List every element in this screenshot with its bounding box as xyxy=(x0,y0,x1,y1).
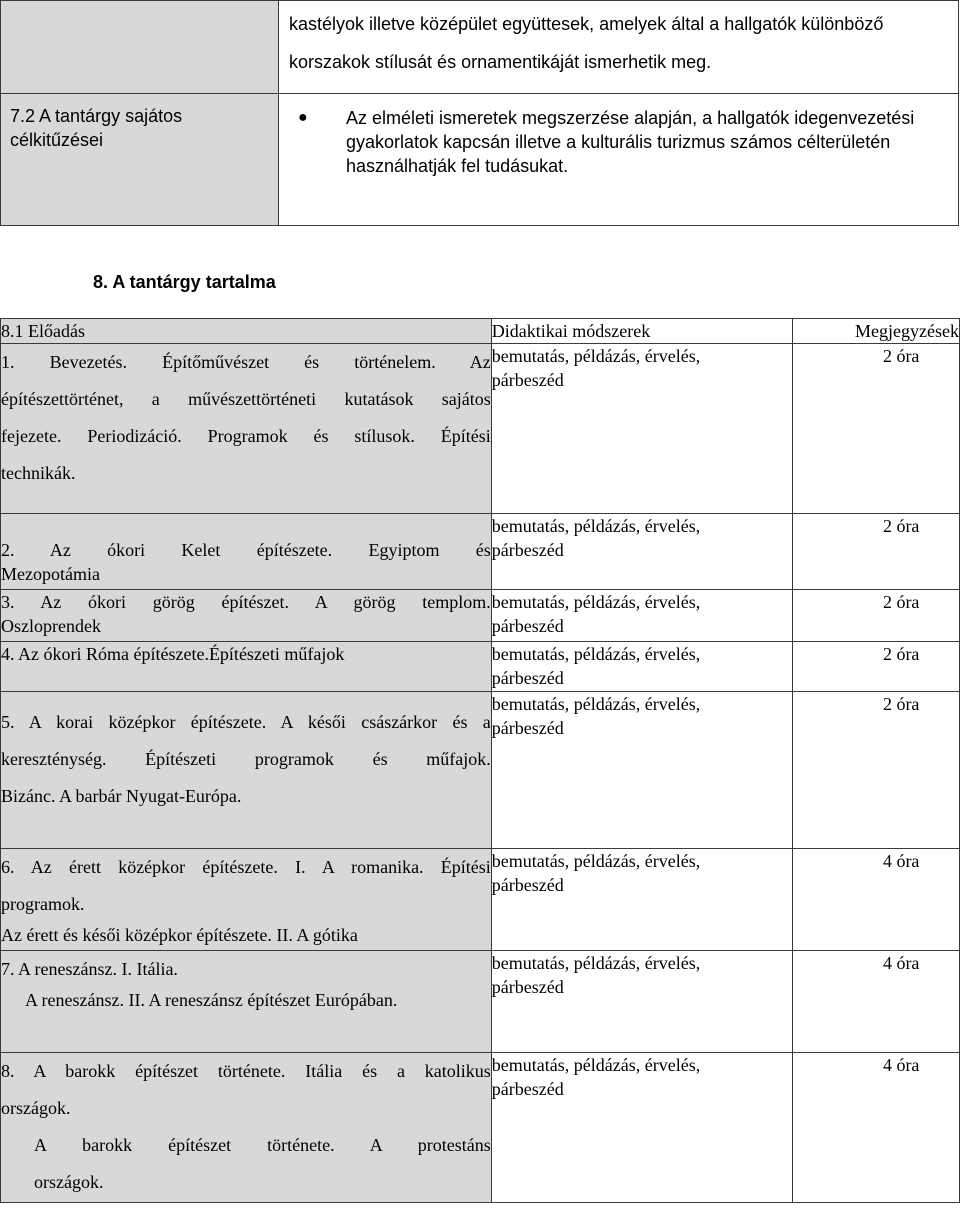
topic-line: programok. xyxy=(1,894,85,914)
method-line: bemutatás, példázás, érvelés, xyxy=(491,346,701,366)
note-cell xyxy=(793,590,960,642)
topic-line: 4. Az ókori Róma építészete.Építészeti műfajok xyxy=(1,644,345,664)
hours-value: 2 óra xyxy=(882,592,920,612)
note-cell xyxy=(793,692,960,849)
table-row xyxy=(1,642,960,692)
hours-value: 4 óra xyxy=(882,851,920,871)
method-line: bemutatás, példázás, érvelés, xyxy=(491,1055,701,1075)
topic-line: kereszténység. Építészeti programok és műfajok. xyxy=(1,749,491,769)
topic-line: 2. Az ókori Kelet építészete. Egyiptom és xyxy=(1,540,491,560)
note-cell xyxy=(793,344,960,514)
topic-line: 5. A korai középkor építészete. A késői császárkor és a xyxy=(1,712,491,732)
header-notes: Megjegyzések xyxy=(793,319,960,344)
header-lecture: 8.1 Előadás xyxy=(1,319,492,344)
topic-line: Oszloprendek xyxy=(1,616,101,636)
topic-line: építészettörténet, a művészettörténeti kutatások sajátos xyxy=(1,389,491,409)
topic-line: országok. xyxy=(34,1172,104,1192)
topic-line: fejezete. Periodizáció. Programok és stílusok. Építési xyxy=(1,426,491,446)
method-cell xyxy=(491,642,793,692)
note-cell xyxy=(793,1053,960,1203)
method-cell xyxy=(491,590,793,642)
topic-line: A reneszánsz. II. A reneszánsz építészet Európában. xyxy=(25,990,398,1010)
header-methods: Didaktikai módszerek xyxy=(491,319,793,344)
objectives-text: Az elméleti ismeretek megszerzése alapján, a hallgatók idegenvezetési gyakorlatok kapcsán illetve a kulturális turizmus számos célterületén használhatják fel tudásukat. xyxy=(346,108,915,176)
hours-value: 2 óra xyxy=(882,644,920,664)
hours-value: 4 óra xyxy=(882,953,920,973)
objectives-table xyxy=(0,0,959,226)
method-cell xyxy=(491,344,793,514)
topic-line: országok. xyxy=(1,1098,71,1118)
topic-cell xyxy=(1,590,492,642)
topic-line: Bizánc. A barbár Nyugat-Európa. xyxy=(1,786,242,806)
method-line: bemutatás, példázás, érvelés, xyxy=(491,953,701,973)
topic-cell xyxy=(1,642,492,692)
hours-value: 2 óra xyxy=(882,346,920,366)
method-line: párbeszéd xyxy=(491,616,564,636)
description-cell xyxy=(279,1,959,94)
note-cell xyxy=(793,514,960,590)
method-line: párbeszéd xyxy=(491,540,564,560)
topic-line: technikák. xyxy=(1,463,76,483)
method-line: párbeszéd xyxy=(491,875,564,895)
topic-line: 6. Az érett középkor építészete. I. A romanika. Építési xyxy=(1,857,491,877)
content-table xyxy=(0,318,960,1203)
note-cell xyxy=(793,849,960,951)
description-line-1: kastélyok illetve középület együttesek, amelyek által a hallgatók különböző xyxy=(289,14,884,34)
bullet-icon: ● xyxy=(298,109,308,126)
section-heading: 8. A tantárgy tartalma xyxy=(93,272,276,292)
table-row xyxy=(1,344,960,514)
table-row xyxy=(1,1053,960,1203)
topic-cell xyxy=(1,951,492,1053)
method-cell xyxy=(491,849,793,951)
topic-cell xyxy=(1,344,492,514)
topic-line: 8. A barokk építészet története. Itália és a katolikus xyxy=(1,1061,491,1081)
topic-line: Mezopotámia xyxy=(1,564,100,584)
hours-value: 4 óra xyxy=(882,1055,920,1075)
method-line: bemutatás, példázás, érvelés, xyxy=(491,694,701,714)
table-row xyxy=(1,692,960,849)
objectives-label-line-2: célkitűzései xyxy=(10,130,104,150)
objectives-label-line-1: 7.2 A tantárgy sajátos xyxy=(10,106,183,126)
method-cell xyxy=(491,514,793,590)
note-cell xyxy=(793,951,960,1053)
method-line: párbeszéd xyxy=(491,370,564,390)
topic-cell xyxy=(1,514,492,590)
topic-line: 3. Az ókori görög építészet. A görög templom. xyxy=(1,592,491,612)
method-line: párbeszéd xyxy=(491,718,564,738)
table-row xyxy=(1,951,960,1053)
method-line: párbeszéd xyxy=(491,1079,564,1099)
table-row xyxy=(1,849,960,951)
empty-label-cell xyxy=(1,1,279,94)
topic-cell xyxy=(1,1053,492,1203)
objectives-cell xyxy=(279,94,959,226)
method-line: bemutatás, példázás, érvelés, xyxy=(491,644,701,664)
method-line: bemutatás, példázás, érvelés, xyxy=(491,851,701,871)
method-line: bemutatás, példázás, érvelés, xyxy=(491,592,701,612)
hours-value: 2 óra xyxy=(882,694,920,714)
method-cell xyxy=(491,951,793,1053)
table-row xyxy=(1,514,960,590)
method-line: párbeszéd xyxy=(491,977,564,997)
description-line-2: korszakok stílusát és ornamentikáját ismerhetik meg. xyxy=(289,52,712,72)
content-table-header xyxy=(1,319,960,344)
table-row xyxy=(1,590,960,642)
method-line: bemutatás, példázás, érvelés, xyxy=(491,516,701,536)
topic-cell xyxy=(1,692,492,849)
topic-line: 7. A reneszánsz. I. Itália. xyxy=(1,959,178,979)
topic-cell xyxy=(1,849,492,951)
method-cell xyxy=(491,1053,793,1203)
method-cell xyxy=(491,692,793,849)
method-line: párbeszéd xyxy=(491,668,564,688)
hours-value: 2 óra xyxy=(882,516,920,536)
note-cell xyxy=(793,642,960,692)
topic-line: Az érett és késői középkor építészete. II. A gótika xyxy=(1,925,358,945)
topic-line: 1. Bevezetés. Építőművészet és történelem. Az xyxy=(1,352,491,372)
topic-line: A barokk építészet története. A protestáns xyxy=(34,1135,491,1155)
objectives-label-cell xyxy=(1,94,279,226)
